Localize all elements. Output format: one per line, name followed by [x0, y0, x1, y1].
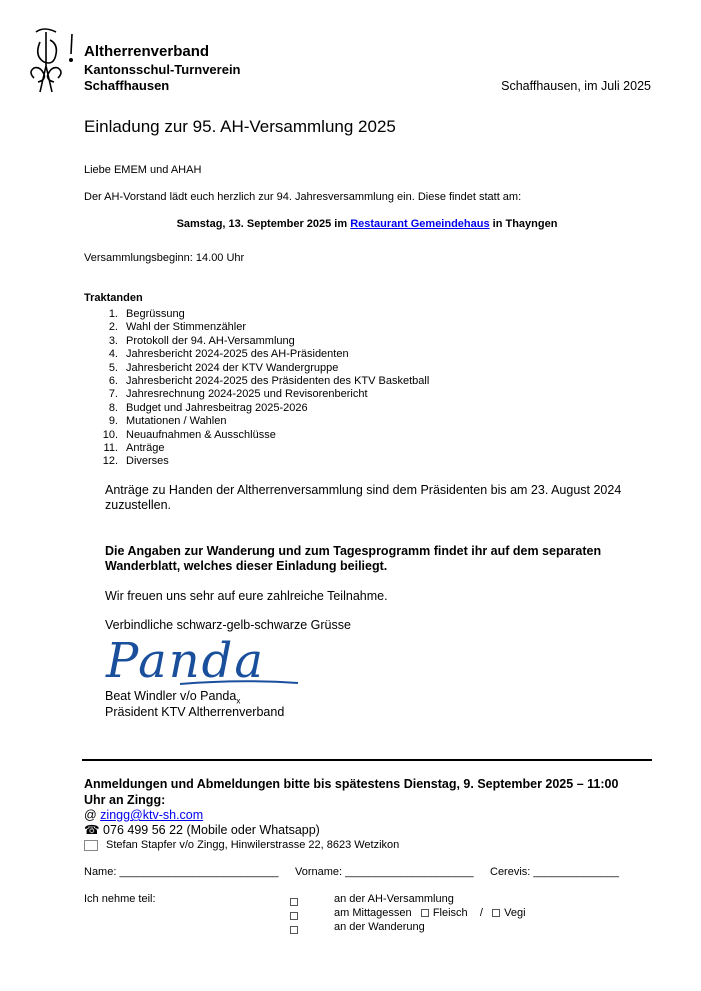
agenda-heading: Traktanden [84, 292, 143, 304]
letter-icon [84, 840, 98, 851]
registration-deadline-2: Uhr an Zingg: [84, 793, 166, 807]
intro-text: Der AH-Vorstand lädt euch herzlich zur 94. Jahresversammlung ein. Diese findet statt am: [84, 191, 522, 203]
signer-role: Präsident KTV Altherrenverband [105, 705, 285, 719]
checkbox-lunch[interactable] [290, 912, 298, 920]
signature-image: Panda [106, 633, 266, 689]
agenda-item: 8. Budget und Jahresbeitrag 2025-2026 [108, 401, 308, 414]
agenda-item: 10. Neuaufnahmen & Ausschlüsse [102, 428, 276, 441]
phone-line: ☎ 076 499 56 22 (Mobile oder Whatsapp) [84, 823, 320, 837]
participate-label: Ich nehme teil: [84, 893, 156, 905]
hike-info: Die Angaben zur Wanderung und zum Tagesprogramm findet ihr auf dem separaten [105, 544, 602, 558]
name-field[interactable]: Name: __________________________ [84, 866, 279, 878]
place-date: Schaffhausen, im Juli 2025 [501, 79, 651, 93]
agenda-item: 12. Diverses [102, 455, 169, 468]
hike-info-2: Wanderblatt, welches dieser Einladung beiliegt. [105, 559, 388, 573]
looking-forward: Wir freuen uns sehr auf eure zahlreiche Teilnahme. [105, 589, 388, 603]
page-title: Einladung zur 95. AH-Versammlung 2025 [84, 117, 396, 136]
venue-link[interactable]: Restaurant Gemeindehaus [350, 218, 490, 230]
agenda-list [84, 308, 429, 469]
greeting: Liebe EMEM und AHAH [84, 164, 202, 176]
org-city: Schaffhausen [84, 78, 170, 93]
agenda-item: 6. Jahresbericht 2024-2025 des Präsidenten des KTV Basketball [108, 374, 430, 387]
event-place: in Thayngen [489, 218, 558, 230]
event-date: Samstag, 13. September 2025 im [176, 218, 351, 230]
agenda-item: 3. Protokoll der 94. AH-Versammlung [108, 334, 295, 347]
agenda-item: 1. Begrüssung [108, 308, 185, 320]
agenda-item: 4. Jahresbericht 2024-2025 des AH-Präsidenten [108, 348, 349, 361]
checkbox-vegi[interactable] [492, 909, 500, 917]
checkbox-assembly[interactable] [290, 898, 298, 906]
registration-deadline: Anmeldungen und Abmeldungen bitte bis spätestens Dienstag, 9. September 2025 – 11:00 [84, 777, 619, 791]
motions-text-2: zuzustellen. [105, 498, 172, 512]
divider [82, 759, 652, 761]
agenda-item: 11. Anträge [103, 441, 165, 454]
email-line [84, 808, 203, 823]
signer-name: Beat Windler v/o Panda$_x$ [105, 689, 241, 706]
option-assembly: an der AH-Versammlung [334, 893, 454, 905]
club-logo-icon [26, 26, 78, 98]
agenda-item: 9. Mutationen / Wahlen [108, 415, 227, 428]
vorname-field[interactable]: Vorname: _____________________ [295, 866, 474, 878]
at-icon: @ [84, 808, 101, 822]
org-name: Altherrenverband [84, 43, 210, 60]
motions-text: Anträge zu Handen der Altherrenversammlung sind dem Präsidenten bis am 23. August 2024 [105, 483, 622, 497]
closing: Verbindliche schwarz-gelb-schwarze Grüsse [105, 618, 351, 632]
option-hike: an der Wanderung [334, 921, 425, 933]
email-link[interactable]: zingg@ktv-sh.com [100, 808, 204, 822]
event-line [0, 218, 701, 231]
checkbox-meat[interactable] [421, 909, 429, 917]
cerevis-field[interactable]: Cerevis: ______________ [490, 866, 620, 878]
signature-underline-icon [180, 680, 300, 686]
org-subname: Kantonsschul-Turnverein [84, 62, 241, 77]
agenda-item: 5. Jahresbericht 2024 der KTV Wandergruppe [108, 361, 339, 374]
agenda-item: 7. Jahresrechnung 2024-2025 und Revisorenbericht [108, 388, 368, 401]
option-lunch: am Mittagessen Fleisch / Vegi [334, 907, 526, 919]
agenda-item: 2. Wahl der Stimmenzähler [108, 321, 247, 334]
checkbox-hike[interactable] [290, 926, 298, 934]
start-time: Versammlungsbeginn: 14.00 Uhr [84, 252, 245, 264]
address-line: Stefan Stapfer v/o Zingg, Hinwilerstrasse 22, 8623 Wetzikon [84, 839, 399, 852]
